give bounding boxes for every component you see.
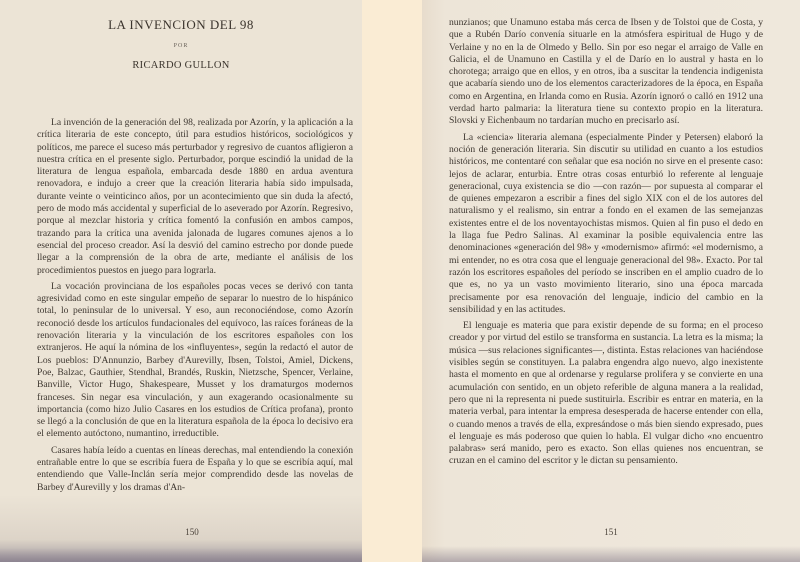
paragraph: La «ciencia» literaria alemana (especialmente Pinder y Petersen) elaboró la noción de generación literaria. Sin discutir su utilidad en cuanto a los estudios históricos, me contentaré con señalar que esa noción no sirve en el presente caso: lejos de aclarar, enturbia. Entre otras cosas enturbió lo referente al lenguaje generacional, cuya existencia se dio —con razón— por supuesta al comparar el de quienes empezaron a escribir a fines del siglo XIX con el de los autores del naturalismo y el realismo, sin entrar a fondo en el examen de las semejanzas existentes entre el de los noventayochistas mismos. Quien al fin puso el dedo en la llaga fue Pedro Salinas. Al examinar la posible equivalencia entre las denominaciones «generación del 98» y «modernismo» afirmó: «el modernismo, a mi entender, no es otra cosa que el lenguaje generacional del 98». Exacto. Por tal razón los escritores españoles del período se inscriben en el amplio cuadro de lo que es, no ya un vasto movimiento literario, sino una época marcada precisamente por esa renovación del lenguaje, indicio del cambio en la sensibilidad y en las actitudes. [449,131,763,315]
left-page-body [37,117,353,498]
right-page [422,0,800,562]
paragraph: El lenguaje es materia que para existir depende de su forma; en el proceso creador y por virtud del estilo se transforma en sustancia. La letra es la misma; la música —sus relaciones significantes—, distinta. Estas relaciones van haciéndose visibles según se constituyen. La palabra engendra algo nuevo, algo inexistente hasta el momento en que al ordenarse y regularse prolifera y se convierte en una acumulación con sentido, en un objeto referible de alguna manera a la realidad, pero que ni la representa ni puede sustituirla. Escribir es entrar en materia, en la materia verbal, para intentar la empresa desesperada de hacerse entender con ella, o cuando menos a través de ella, expresándose o más bien siendo expresado, pues el lenguaje es más poderoso que quien lo habla. El vulgar dicho «no encuentro palabras» será manido, pero es exacto. Son ellas quienes nos encuentran, se cruzan en el camino del escritor y le dictan su pensamiento. [449,320,763,467]
paragraph: nunzianos; que Unamuno estaba más cerca de Ibsen y de Tolstoi que de Costa, y que a Rubén Darío convenía situarle en la atmósfera espiritual de Hugo y de Verlaine y no en la de Olmedo y Bello. Sin por eso negar el arraigo de Valle en Galicia, el de Unamuno en Castilla y el de Darío en lo austral y hasta en lo chorotega; arraigo que en ellos, y en otros, iba a suscitar la tendencia indigenista que acabaría siendo uno de los elementos caracterizadores de la época, en España como en Argentina, en Irlanda como en Rusia. Azorín ignoró o calló en 1912 una verdad harto palmaria: la literatura tiene su contexto propio en la literatura. Slovski y Eichenbaum no tardarían mucho en precisarlo así. [449,17,763,127]
paragraph: La vocación provinciana de los españoles pocas veces se derivó con tanta agresividad como en este singular empeño de separar lo nuestro de lo hispánico total, lo peninsular de lo universal. Y eso, aun reconociéndose, como Azorín reconoció desde los artículos fundacionales del equívoco, las raíces foráneas de la renovación literaria y la vinculación de los escritores españoles con los extranjeros. He aquí la nómina de los «influyentes», según la redactó el autor de Los pueblos: D'Annunzio, Barbey d'Aurevilly, Ibsen, Tolstoi, Amiel, Dickens, Poe, Balzac, Gauthier, Stendhal, Brandés, Ruskin, Nietzsche, Spencer, Verlaine, Banville, Victor Hugo, Shakespeare, Musset y los dramaturgos modernos franceses. Sin negar esa vinculación, y aun exagerando ocasionalmente su importancia (como hizo Julio Casares en los estudios de Crítica profana), pronto se llegó a la conclusión de que en la literatura española de la época lo decisivo era el elemento autóctono, numantino, irreductible. [37,280,353,440]
page-number: 151 [604,527,618,537]
byline-prefix: POR [173,43,189,49]
article-title: LA INVENCION DEL 98 [108,17,254,32]
paragraph: Casares había leído a cuentas en líneas derechas, mal entendiendo la conexión entrañable entre lo que se escribía fuera de España y lo que se escribía aquí, mal entendiendo que Valle-Inclán sería mejor comprendido desde las novelas de Barbey d'Aurevilly y los dramas d'An- [37,444,353,493]
left-page [0,0,362,562]
page-number: 150 [185,527,199,537]
page-gutter [362,0,422,562]
author-name: RICARDO GULLON [132,60,230,71]
paragraph: La invención de la generación del 98, realizada por Azorín, y la aplicación a la crítica literaria de este concepto, útil para estudios históricos, sociológicos y políticos, me parece el suceso más perturbador y regresivo de cuantos afligieron a nuestra crítica en el presente siglo. Perturbador, porque escindió la unidad de la literatura de lengua española, embarcada desde 1880 en ardua aventura renovadora, e indujo a creer que la creación literaria había sido impulsada, durante veinte o veinticinco años, por un acontecimiento que sin duda la afectó, pero de modo más accidental y superficial de lo aseverado por Azorín. Regresivo, porque al mezclar historia y crítica fomentó la confusión en ambos campos, trazando para la crítica una avenida jalonada de lugares comunes ajenos a lo esencial del proceso creador. Así la desvió del camino estrecho por donde puede llegar a la comprensión de la obra de arte, mediante el análisis de los procedimientos puestos en juego para lograrla. [37,117,353,276]
right-page-body [449,17,763,472]
